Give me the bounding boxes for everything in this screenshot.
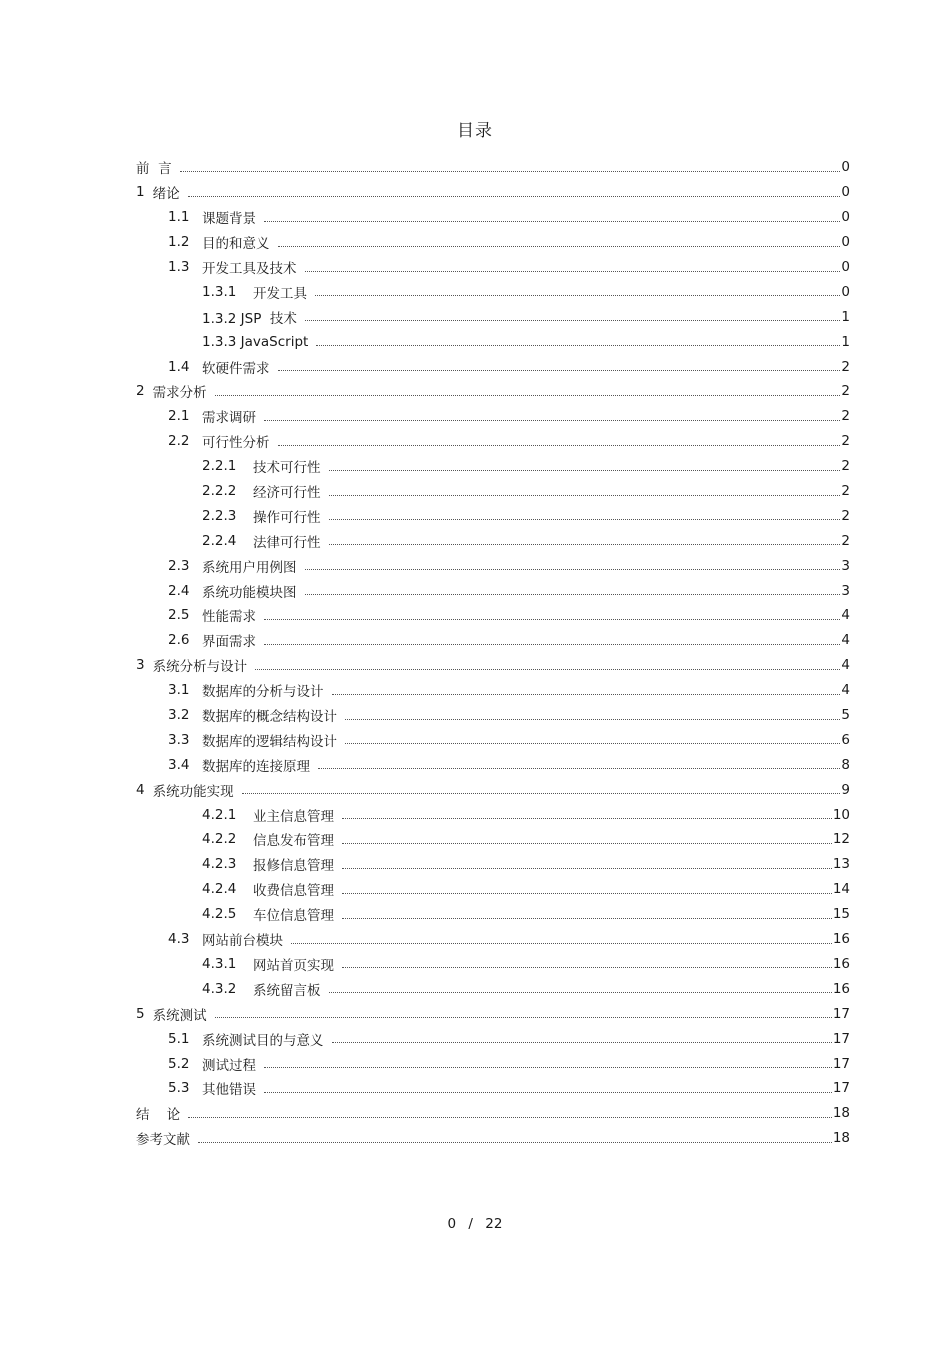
dot-leader xyxy=(278,445,841,446)
toc-entry-page: 2 xyxy=(841,408,850,425)
dot-leader xyxy=(215,1017,832,1018)
dot-leader xyxy=(332,1042,832,1043)
toc-entry[interactable] xyxy=(136,678,850,703)
toc-entry-page: 4 xyxy=(841,632,850,649)
toc-entry-label: 目的和意义 xyxy=(202,236,270,253)
toc-entry-page: 16 xyxy=(832,980,850,997)
toc-entry-page: 17 xyxy=(832,1055,850,1072)
toc-entry-label: 前 言 xyxy=(136,161,172,178)
total-page-count: 22 xyxy=(485,1216,503,1232)
toc-entry-label: 需求调研 xyxy=(202,410,256,427)
toc-entry-page: 2 xyxy=(841,358,850,375)
dot-leader xyxy=(332,694,841,695)
dot-leader xyxy=(180,171,841,172)
toc-entry-number: 2.1 xyxy=(168,408,190,425)
toc-entry[interactable] xyxy=(136,976,850,1001)
toc-entry[interactable] xyxy=(136,902,850,927)
dot-leader xyxy=(305,569,841,570)
toc-entry-number: 5.1 xyxy=(168,1030,190,1047)
toc-entry-number: 2.3 xyxy=(168,557,190,574)
toc-entry[interactable] xyxy=(136,703,850,728)
dot-leader xyxy=(198,1142,832,1143)
toc-entry[interactable] xyxy=(136,1001,850,1026)
toc-entry-page: 0 xyxy=(841,283,850,300)
dot-leader xyxy=(345,743,840,744)
toc-entry-label: 数据库的连接原理 xyxy=(202,758,310,775)
toc-entry-number: 3.1 xyxy=(168,682,190,699)
toc-entry[interactable] xyxy=(136,279,850,304)
toc-entry[interactable] xyxy=(136,1101,850,1126)
toc-entry-page: 6 xyxy=(841,731,850,748)
toc-entry-label: 需求分析 xyxy=(152,385,207,402)
toc-entry-label: 1.3.3 JavaScript xyxy=(202,333,309,350)
toc-entry[interactable] xyxy=(136,553,850,578)
toc-entry-page: 2 xyxy=(841,532,850,549)
toc-entry-page: 1 xyxy=(841,333,850,350)
dot-leader xyxy=(342,918,832,919)
dot-leader xyxy=(305,594,841,595)
dot-leader xyxy=(264,619,840,620)
toc-entry-number: 3.4 xyxy=(168,756,190,773)
toc-entry-label: 报修信息管理 xyxy=(253,858,334,875)
dot-leader xyxy=(342,893,832,894)
toc-entry-label: 系统测试 xyxy=(152,1007,207,1024)
toc-entry-number: 2.5 xyxy=(168,607,190,624)
dot-leader xyxy=(318,768,840,769)
toc-entry-label: 界面需求 xyxy=(202,634,256,651)
toc-entry-number: 4.2.3 xyxy=(202,856,237,873)
current-page-number: 0 xyxy=(447,1216,457,1232)
dot-leader xyxy=(342,843,832,844)
toc-entry[interactable] xyxy=(136,155,850,180)
toc-entry-label: 1.3.2 JSP 技术 xyxy=(202,310,297,327)
toc-entry-number: 4.3.1 xyxy=(202,955,237,972)
toc-entry-number: 1.2 xyxy=(168,234,190,251)
toc-entry-label: 系统留言板 xyxy=(253,982,321,999)
toc-entry-page: 2 xyxy=(841,483,850,500)
toc-entry-page: 17 xyxy=(832,1080,850,1097)
toc-entry-label: 结 论 xyxy=(136,1107,181,1124)
toc-entry-number: 1.4 xyxy=(168,358,190,375)
toc-entry-number: 2 xyxy=(136,383,145,400)
toc-entry-label: 数据库的逻辑结构设计 xyxy=(202,733,337,750)
toc-entry-label: 数据库的概念结构设计 xyxy=(202,709,337,726)
toc-entry[interactable] xyxy=(136,727,850,752)
toc-entry-label: 软硬件需求 xyxy=(202,360,270,377)
toc-entry-label: 系统用户用例图 xyxy=(202,559,297,576)
toc-entry-number: 3.2 xyxy=(168,707,190,724)
toc-entry-page: 4 xyxy=(841,657,850,674)
toc-entry-page: 2 xyxy=(841,383,850,400)
toc-entry-page: 12 xyxy=(832,831,850,848)
toc-entry[interactable] xyxy=(136,603,850,628)
dot-leader xyxy=(329,470,841,471)
dot-leader xyxy=(255,669,840,670)
toc-entry[interactable] xyxy=(136,1026,850,1051)
toc-entry-number: 4.2.1 xyxy=(202,806,237,823)
toc-entry-label: 信息发布管理 xyxy=(253,833,334,850)
toc-entry-number: 4.2.5 xyxy=(202,906,237,923)
toc-entry[interactable] xyxy=(136,205,850,230)
toc-entry-label: 系统测试目的与意义 xyxy=(202,1032,324,1049)
toc-entry-page: 0 xyxy=(841,234,850,251)
toc-entry-number: 5.2 xyxy=(168,1055,190,1072)
toc-entry-page: 16 xyxy=(832,955,850,972)
toc-entry-number: 4.3.2 xyxy=(202,980,237,997)
toc-entry-number: 2.2.1 xyxy=(202,458,237,475)
dot-leader xyxy=(329,992,832,993)
toc-entry[interactable] xyxy=(136,503,850,528)
page-number-footer xyxy=(0,1216,950,1232)
toc-entry[interactable] xyxy=(136,952,850,977)
dot-leader xyxy=(264,644,840,645)
toc-entry[interactable] xyxy=(136,852,850,877)
toc-entry[interactable] xyxy=(136,454,850,479)
toc-entry-number: 2.4 xyxy=(168,582,190,599)
toc-entry-number: 4.3 xyxy=(168,931,190,948)
toc-entry-label: 其他错误 xyxy=(202,1082,256,1099)
dot-leader xyxy=(342,818,832,819)
toc-entry-label: 法律可行性 xyxy=(253,534,321,551)
toc-entry[interactable] xyxy=(136,827,850,852)
toc-entry-label: 性能需求 xyxy=(202,609,256,626)
toc-entry[interactable] xyxy=(136,528,850,553)
dot-leader xyxy=(305,320,840,321)
toc-entry-page: 18 xyxy=(832,1105,850,1122)
toc-entry[interactable] xyxy=(136,354,850,379)
toc-entry-number: 1.3.1 xyxy=(202,283,237,300)
toc-entry-page: 0 xyxy=(841,159,850,176)
toc-entry[interactable] xyxy=(136,1076,850,1101)
dot-leader xyxy=(305,271,841,272)
toc-entry-number: 3.3 xyxy=(168,731,190,748)
toc-entry-number: 1 xyxy=(136,184,145,201)
toc-entry-label: 开发工具及技术 xyxy=(202,261,297,277)
toc-entry[interactable] xyxy=(136,379,850,404)
toc-entry-page: 0 xyxy=(841,259,850,275)
toc-entry-page: 18 xyxy=(832,1130,850,1147)
dot-leader xyxy=(278,370,841,371)
toc-entry[interactable] xyxy=(136,802,850,827)
dot-leader xyxy=(315,295,840,296)
toc-entry[interactable] xyxy=(136,304,850,329)
toc-entry-number: 1.1 xyxy=(168,209,190,226)
toc-entry-label: 收费信息管理 xyxy=(253,883,334,900)
dot-leader xyxy=(188,196,841,197)
toc-entry[interactable] xyxy=(136,180,850,205)
toc-entry-label: 参考文献 xyxy=(136,1132,190,1149)
dot-leader xyxy=(345,719,840,720)
dot-leader xyxy=(342,868,832,869)
dot-leader xyxy=(329,519,841,520)
toc-entry-page: 8 xyxy=(841,756,850,773)
toc-entry-page: 0 xyxy=(841,209,850,226)
toc-entry[interactable] xyxy=(136,578,850,603)
dot-leader xyxy=(242,793,841,794)
toc-entry-number: 2.2 xyxy=(168,433,190,450)
toc-entry-page: 2 xyxy=(841,433,850,450)
toc-entry-label: 绪论 xyxy=(152,186,180,203)
toc-entry-label: 操作可行性 xyxy=(253,509,321,526)
toc-entry[interactable] xyxy=(136,927,850,952)
dot-leader xyxy=(264,420,840,421)
dot-leader xyxy=(264,221,840,222)
dot-leader xyxy=(342,967,832,968)
toc-entry[interactable] xyxy=(136,255,850,280)
page-title: 目录 xyxy=(457,121,493,141)
toc-entry[interactable] xyxy=(136,404,850,429)
toc-entry-number: 4.2.4 xyxy=(202,881,237,898)
dot-leader xyxy=(329,495,841,496)
toc-entry-page: 17 xyxy=(832,1030,850,1047)
toc-entry-label: 数据库的分析与设计 xyxy=(202,684,324,701)
toc-entry-page: 4 xyxy=(841,607,850,624)
toc-entry-page: 9 xyxy=(841,781,850,798)
toc-entry[interactable] xyxy=(136,1126,850,1151)
toc-entry[interactable] xyxy=(136,752,850,777)
toc-entry-number: 2.2.3 xyxy=(202,507,237,524)
toc-entry-page: 3 xyxy=(841,582,850,599)
toc-entry-label: 可行性分析 xyxy=(202,435,270,452)
toc-entry[interactable] xyxy=(136,230,850,255)
toc-entry-page: 1 xyxy=(841,308,850,325)
toc-entry[interactable] xyxy=(136,479,850,504)
dot-leader xyxy=(291,943,832,944)
toc-entry-page: 2 xyxy=(841,458,850,475)
table-of-contents xyxy=(136,155,850,1151)
toc-entry-number: 1.3 xyxy=(168,259,190,275)
toc-entry-label: 测试过程 xyxy=(202,1057,256,1074)
toc-entry-number: 2.2.4 xyxy=(202,532,237,549)
toc-entry-page: 2 xyxy=(841,507,850,524)
dot-leader xyxy=(278,246,841,247)
toc-entry[interactable] xyxy=(136,429,850,454)
toc-entry-page: 3 xyxy=(841,557,850,574)
toc-entry-label: 经济可行性 xyxy=(253,485,321,502)
toc-entry-number: 5 xyxy=(136,1005,145,1022)
dot-leader xyxy=(264,1092,832,1093)
toc-entry-page: 15 xyxy=(832,906,850,923)
toc-entry-page: 16 xyxy=(832,931,850,948)
toc-entry[interactable] xyxy=(136,1051,850,1076)
toc-entry-page: 14 xyxy=(832,881,850,898)
toc-entry-label: 技术可行性 xyxy=(253,460,321,477)
toc-entry-page: 0 xyxy=(841,184,850,201)
dot-leader xyxy=(316,345,840,346)
toc-entry-page: 13 xyxy=(832,856,850,873)
toc-entry[interactable] xyxy=(136,877,850,902)
toc-entry-label: 开发工具 xyxy=(253,285,307,302)
toc-entry-page: 17 xyxy=(832,1005,850,1022)
toc-entry-label: 网站前台模块 xyxy=(202,933,283,950)
toc-entry-page: 10 xyxy=(832,806,850,823)
toc-entry[interactable] xyxy=(136,777,850,802)
toc-entry-number: 2.6 xyxy=(168,632,190,649)
toc-entry-number: 2.2.2 xyxy=(202,483,237,500)
toc-entry-label: 系统分析与设计 xyxy=(152,659,248,676)
toc-entry-number: 4.2.2 xyxy=(202,831,237,848)
toc-entry-label: 系统功能模块图 xyxy=(202,584,297,601)
toc-entry-page: 5 xyxy=(841,707,850,724)
toc-entry-label: 课题背景 xyxy=(202,211,256,228)
dot-leader xyxy=(215,395,841,396)
dot-leader xyxy=(264,1067,832,1068)
toc-entry[interactable] xyxy=(136,628,850,653)
toc-entry-label: 网站首页实现 xyxy=(253,957,334,974)
toc-entry-number: 3 xyxy=(136,657,145,674)
toc-entry-page: 4 xyxy=(841,682,850,699)
dot-leader xyxy=(188,1117,832,1118)
toc-entry-number: 4 xyxy=(136,781,145,798)
toc-entry-label: 业主信息管理 xyxy=(253,808,334,825)
toc-entry[interactable] xyxy=(136,653,850,678)
toc-entry-label: 车位信息管理 xyxy=(253,908,334,925)
toc-entry[interactable] xyxy=(136,329,850,354)
toc-entry-number: 5.3 xyxy=(168,1080,190,1097)
page-separator: / xyxy=(468,1216,473,1232)
toc-entry-label: 系统功能实现 xyxy=(152,783,234,800)
dot-leader xyxy=(329,544,841,545)
